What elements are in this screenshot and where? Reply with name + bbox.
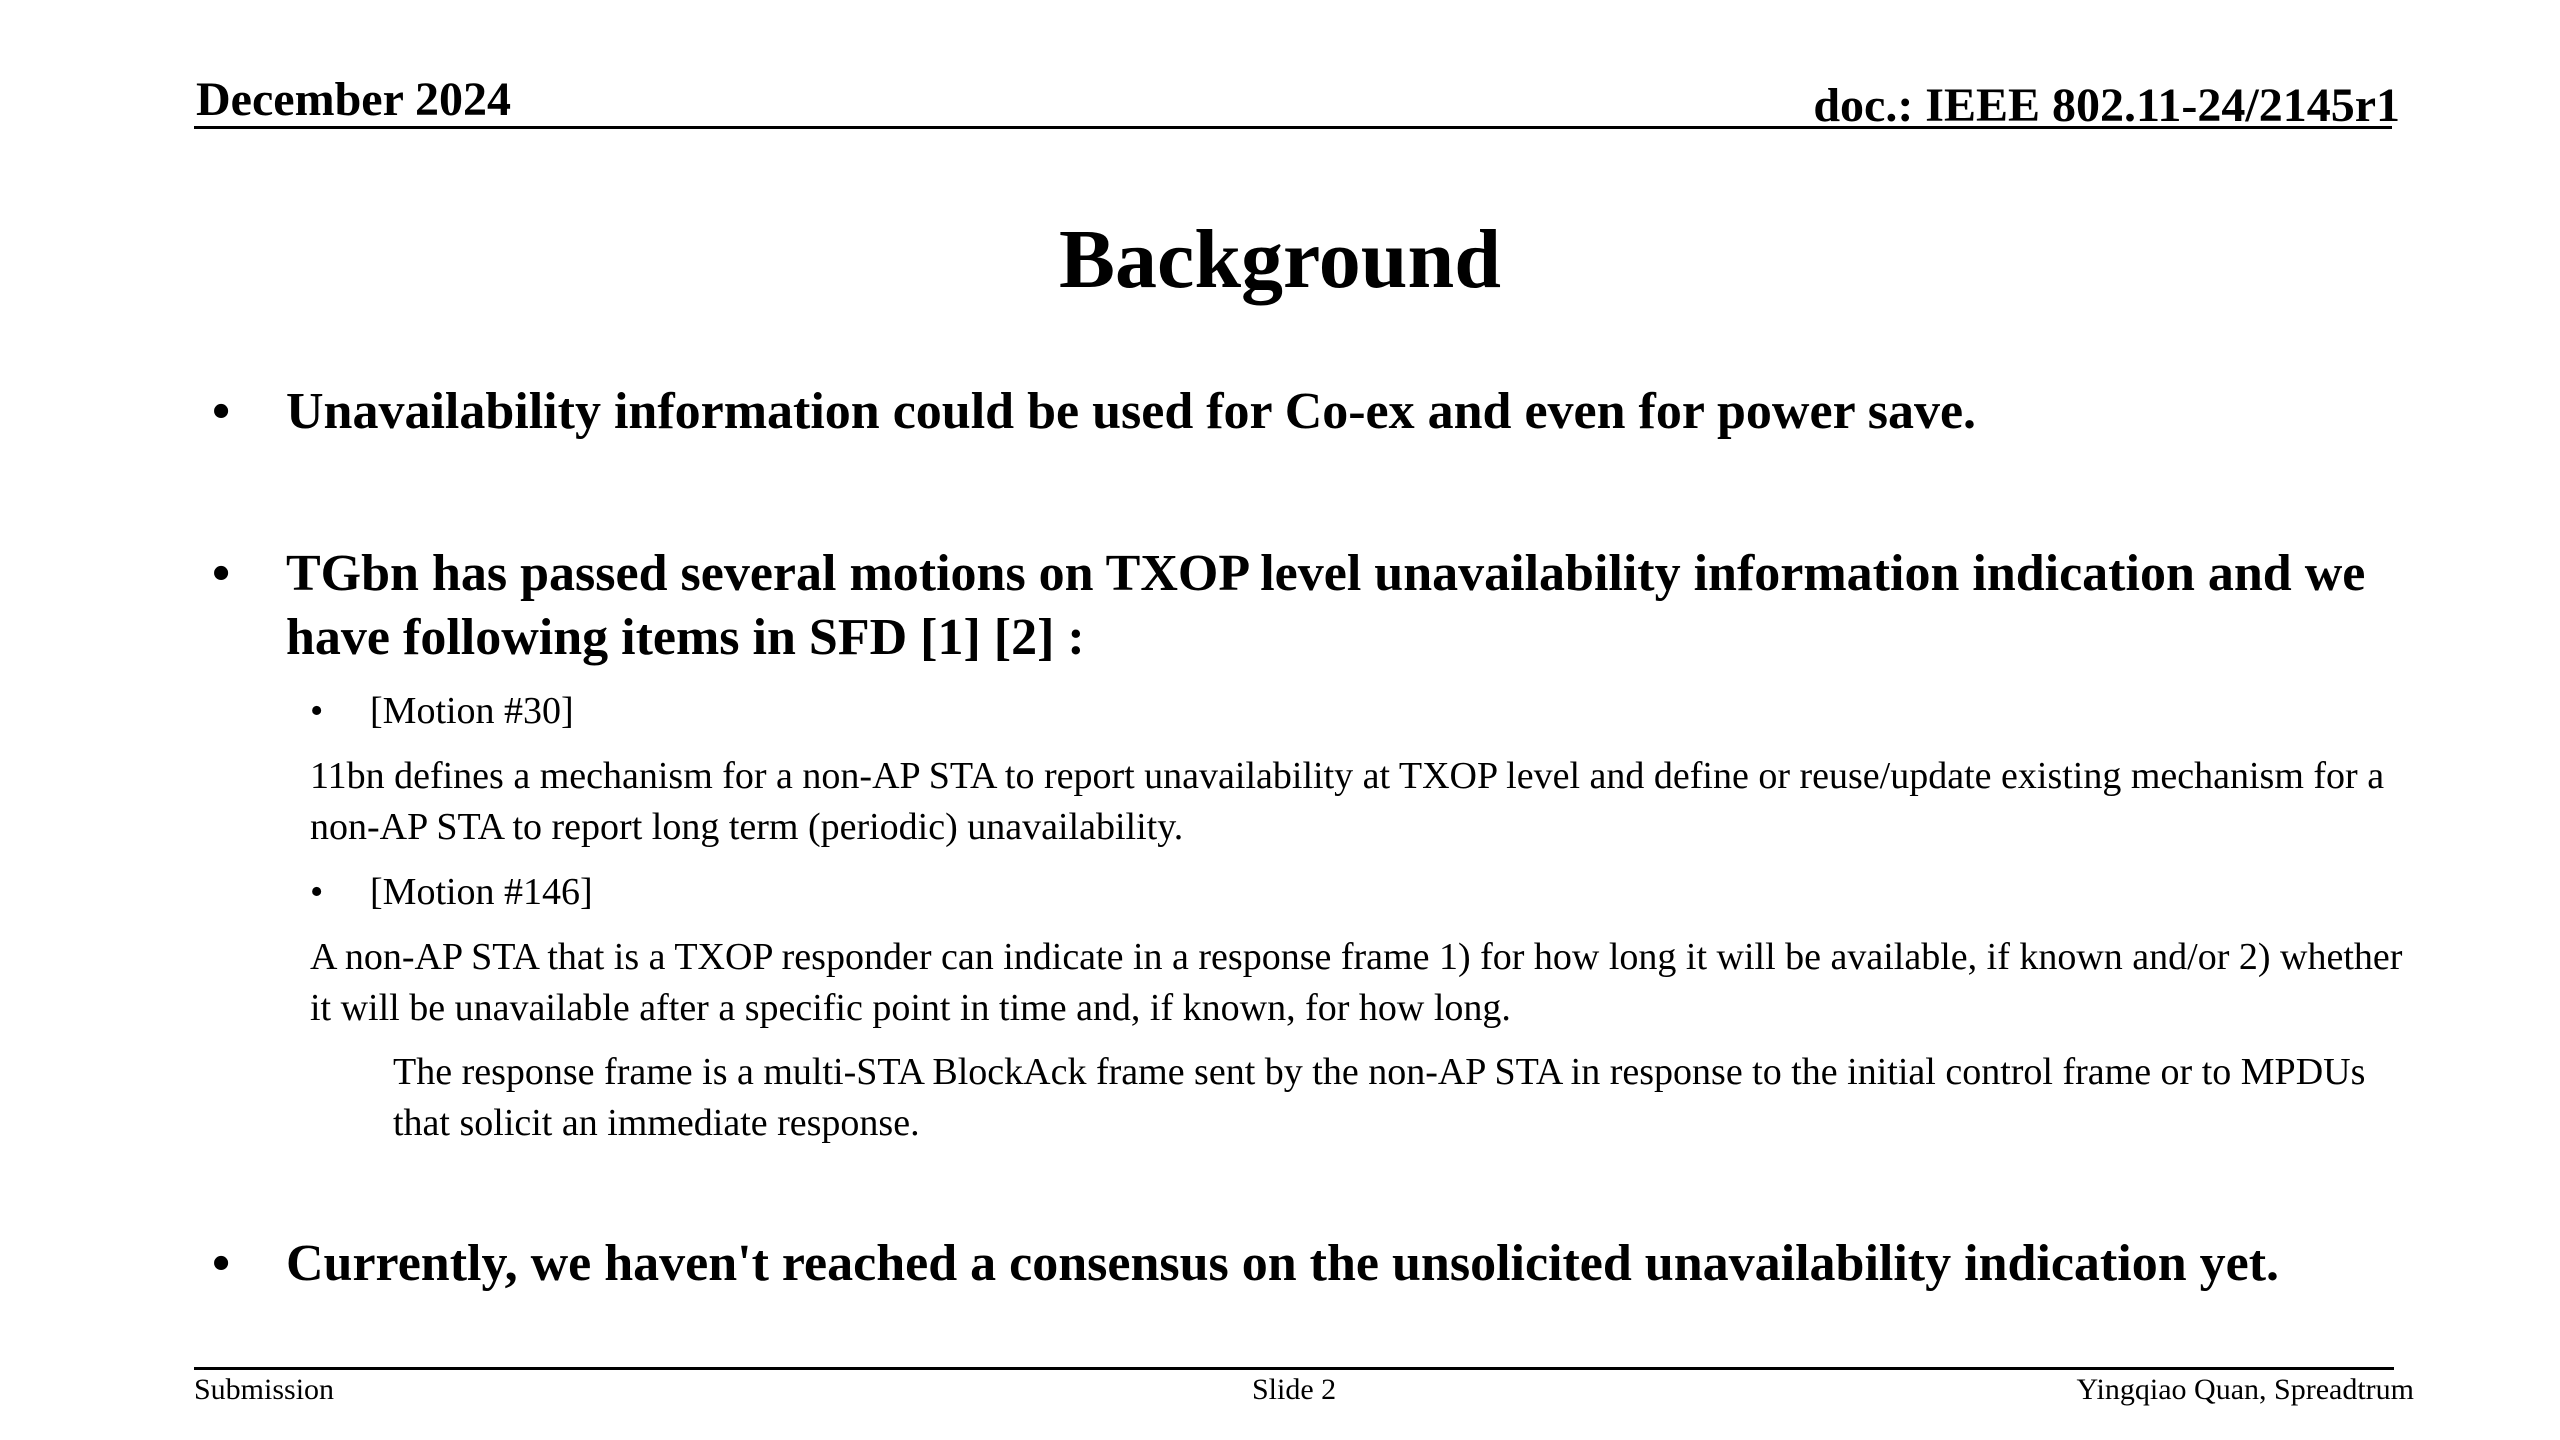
- footer-divider: [194, 1367, 2394, 1370]
- slide-title: Background: [1059, 213, 1501, 306]
- bullet-text-coex: Unavailability information could be used for Co-ex and even for power save.: [286, 383, 1977, 440]
- bullet-marker: •: [212, 1235, 231, 1292]
- sub-bullet-marker: •: [310, 690, 324, 732]
- bullet-marker: •: [212, 383, 231, 440]
- header-doc-id: doc.: IEEE 802.11-24/2145r1: [1813, 79, 2400, 132]
- bullet-text-consensus: Currently, we haven't reached a consensus on the unsolicited unavailability indication yet.: [286, 1235, 2280, 1292]
- motion-146-label: [Motion #146]: [370, 871, 593, 913]
- motion-146-text: A non-AP STA that is a TXOP responder can indicate in a response frame 1) for how long it will be available, if known and/or 2) whether it will be unavailable after a specific point in time and, if known, for how long.: [310, 936, 2403, 1029]
- motion-146-note: The response frame is a multi-STA BlockAck frame sent by the non-AP STA in response to the initial control frame or to MPDUs that solicit an immediate response.: [393, 1051, 2366, 1144]
- footer-slide-number: Slide 2: [1252, 1373, 1337, 1406]
- header-date: December 2024: [196, 73, 511, 126]
- footer-submission: Submission: [194, 1373, 335, 1406]
- bullet-text-tgbn-motions: TGbn has passed several motions on TXOP level unavailability information indication and we have following items in SFD [1] [2] :: [286, 545, 2366, 666]
- sub-bullet-marker: •: [310, 871, 324, 913]
- header-divider: [194, 126, 2392, 129]
- motion-30-label: [Motion #30]: [370, 690, 574, 732]
- bullet-marker: •: [212, 545, 231, 602]
- motion-30-text: 11bn defines a mechanism for a non-AP STA to report unavailability at TXOP level and define or reuse/update existing mechanism for a non-AP STA to report long term (periodic) unavailability.: [310, 755, 2385, 848]
- footer-author: Yingqiao Quan, Spreadtrum: [2076, 1373, 2414, 1406]
